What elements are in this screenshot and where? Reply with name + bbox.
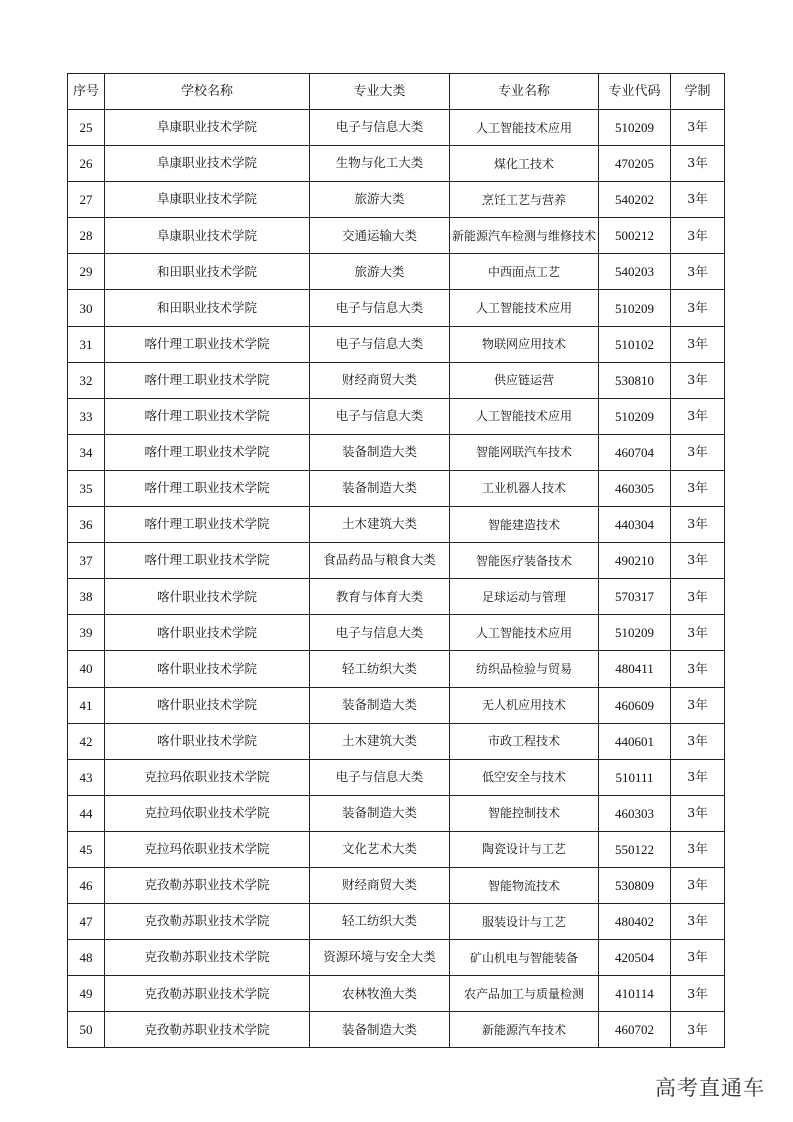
cell-index: 29 xyxy=(68,254,105,290)
cell-major-code: 460303 xyxy=(599,795,671,831)
cell-duration: 3年 xyxy=(671,182,725,218)
cell-major-name: 农产品加工与质量检测 xyxy=(450,976,599,1012)
cell-index: 32 xyxy=(68,362,105,398)
table-row xyxy=(68,795,725,831)
cell-major-code: 510209 xyxy=(599,398,671,434)
cell-school-name: 阜康职业技术学院 xyxy=(105,110,310,146)
cell-index: 50 xyxy=(68,1012,105,1048)
cell-duration: 3年 xyxy=(671,254,725,290)
cell-major-name: 工业机器人技术 xyxy=(450,470,599,506)
cell-major-name: 新能源汽车技术 xyxy=(450,1012,599,1048)
cell-school-name: 喀什职业技术学院 xyxy=(105,651,310,687)
cell-major-category: 装备制造大类 xyxy=(310,434,450,470)
cell-school-name: 喀什理工职业技术学院 xyxy=(105,398,310,434)
cell-major-code: 510209 xyxy=(599,110,671,146)
cell-major-code: 510209 xyxy=(599,615,671,651)
table-row xyxy=(68,579,725,615)
cell-major-name: 智能建造技术 xyxy=(450,507,599,543)
cell-duration: 3年 xyxy=(671,976,725,1012)
table-header-row xyxy=(68,74,725,110)
cell-duration: 3年 xyxy=(671,543,725,579)
cell-school-name: 克孜勒苏职业技术学院 xyxy=(105,867,310,903)
cell-major-category: 生物与化工大类 xyxy=(310,146,450,182)
cell-major-name: 中西面点工艺 xyxy=(450,254,599,290)
cell-index: 49 xyxy=(68,976,105,1012)
cell-duration: 3年 xyxy=(671,110,725,146)
cell-school-name: 喀什理工职业技术学院 xyxy=(105,434,310,470)
cell-index: 26 xyxy=(68,146,105,182)
cell-duration: 3年 xyxy=(671,326,725,362)
cell-major-code: 470205 xyxy=(599,146,671,182)
cell-major-name: 无人机应用技术 xyxy=(450,687,599,723)
cell-index: 40 xyxy=(68,651,105,687)
header-index: 序号 xyxy=(68,74,105,110)
cell-duration: 3年 xyxy=(671,507,725,543)
cell-duration: 3年 xyxy=(671,723,725,759)
cell-major-code: 460305 xyxy=(599,470,671,506)
cell-school-name: 喀什理工职业技术学院 xyxy=(105,362,310,398)
cell-index: 35 xyxy=(68,470,105,506)
cell-major-name: 纺织品检验与贸易 xyxy=(450,651,599,687)
cell-school-name: 阜康职业技术学院 xyxy=(105,182,310,218)
cell-duration: 3年 xyxy=(671,146,725,182)
cell-major-code: 530810 xyxy=(599,362,671,398)
cell-major-category: 财经商贸大类 xyxy=(310,362,450,398)
cell-index: 38 xyxy=(68,579,105,615)
cell-duration: 3年 xyxy=(671,362,725,398)
cell-duration: 3年 xyxy=(671,831,725,867)
table-row xyxy=(68,470,725,506)
cell-index: 30 xyxy=(68,290,105,326)
cell-duration: 3年 xyxy=(671,398,725,434)
cell-school-name: 克孜勒苏职业技术学院 xyxy=(105,940,310,976)
cell-major-name: 智能医疗装备技术 xyxy=(450,543,599,579)
cell-major-name: 人工智能技术应用 xyxy=(450,110,599,146)
cell-school-name: 喀什理工职业技术学院 xyxy=(105,326,310,362)
cell-major-code: 490210 xyxy=(599,543,671,579)
table-row xyxy=(68,759,725,795)
cell-major-category: 交通运输大类 xyxy=(310,218,450,254)
cell-major-category: 电子与信息大类 xyxy=(310,290,450,326)
table-row xyxy=(68,434,725,470)
table-body xyxy=(68,110,725,1048)
cell-major-code: 460704 xyxy=(599,434,671,470)
cell-major-category: 装备制造大类 xyxy=(310,687,450,723)
cell-index: 42 xyxy=(68,723,105,759)
cell-major-category: 教育与体育大类 xyxy=(310,579,450,615)
cell-duration: 3年 xyxy=(671,940,725,976)
cell-index: 27 xyxy=(68,182,105,218)
cell-index: 41 xyxy=(68,687,105,723)
cell-duration: 3年 xyxy=(671,904,725,940)
cell-major-name: 煤化工技术 xyxy=(450,146,599,182)
cell-major-category: 电子与信息大类 xyxy=(310,615,450,651)
cell-index: 43 xyxy=(68,759,105,795)
table-row xyxy=(68,398,725,434)
cell-major-category: 财经商贸大类 xyxy=(310,867,450,903)
cell-index: 36 xyxy=(68,507,105,543)
cell-major-name: 烹饪工艺与营养 xyxy=(450,182,599,218)
header-duration: 学制 xyxy=(671,74,725,110)
cell-major-name: 智能控制技术 xyxy=(450,795,599,831)
cell-school-name: 喀什职业技术学院 xyxy=(105,615,310,651)
cell-index: 28 xyxy=(68,218,105,254)
cell-major-code: 420504 xyxy=(599,940,671,976)
cell-school-name: 克孜勒苏职业技术学院 xyxy=(105,976,310,1012)
cell-major-name: 陶瓷设计与工艺 xyxy=(450,831,599,867)
cell-major-name: 矿山机电与智能装备 xyxy=(450,940,599,976)
table-row xyxy=(68,543,725,579)
cell-index: 47 xyxy=(68,904,105,940)
header-major-name: 专业名称 xyxy=(450,74,599,110)
table-row xyxy=(68,651,725,687)
cell-major-category: 土木建筑大类 xyxy=(310,507,450,543)
cell-major-code: 570317 xyxy=(599,579,671,615)
table-row xyxy=(68,1012,725,1048)
cell-major-name: 新能源汽车检测与维修技术 xyxy=(450,218,599,254)
cell-school-name: 和田职业技术学院 xyxy=(105,290,310,326)
cell-major-category: 资源环境与安全大类 xyxy=(310,940,450,976)
cell-major-category: 旅游大类 xyxy=(310,182,450,218)
cell-duration: 3年 xyxy=(671,687,725,723)
cell-major-name: 低空安全与技术 xyxy=(450,759,599,795)
header-major-category: 专业大类 xyxy=(310,74,450,110)
table-row xyxy=(68,687,725,723)
cell-school-name: 喀什理工职业技术学院 xyxy=(105,543,310,579)
cell-duration: 3年 xyxy=(671,218,725,254)
header-major-code: 专业代码 xyxy=(599,74,671,110)
cell-duration: 3年 xyxy=(671,651,725,687)
cell-major-category: 轻工纺织大类 xyxy=(310,904,450,940)
table-row xyxy=(68,110,725,146)
cell-major-category: 食品药品与粮食大类 xyxy=(310,543,450,579)
table-row xyxy=(68,507,725,543)
cell-major-code: 460609 xyxy=(599,687,671,723)
cell-major-category: 文化艺术大类 xyxy=(310,831,450,867)
cell-major-code: 440601 xyxy=(599,723,671,759)
cell-school-name: 克孜勒苏职业技术学院 xyxy=(105,1012,310,1048)
cell-major-name: 人工智能技术应用 xyxy=(450,615,599,651)
table-row xyxy=(68,976,725,1012)
cell-index: 34 xyxy=(68,434,105,470)
table-row xyxy=(68,290,725,326)
cell-school-name: 克拉玛依职业技术学院 xyxy=(105,795,310,831)
cell-school-name: 克孜勒苏职业技术学院 xyxy=(105,904,310,940)
cell-major-category: 电子与信息大类 xyxy=(310,398,450,434)
cell-school-name: 克拉玛依职业技术学院 xyxy=(105,831,310,867)
cell-index: 45 xyxy=(68,831,105,867)
cell-school-name: 阜康职业技术学院 xyxy=(105,218,310,254)
cell-major-category: 电子与信息大类 xyxy=(310,326,450,362)
cell-major-code: 540203 xyxy=(599,254,671,290)
cell-major-category: 电子与信息大类 xyxy=(310,759,450,795)
cell-major-code: 550122 xyxy=(599,831,671,867)
table-row xyxy=(68,218,725,254)
header-school-name: 学校名称 xyxy=(105,74,310,110)
table-row xyxy=(68,254,725,290)
table-row xyxy=(68,867,725,903)
cell-duration: 3年 xyxy=(671,615,725,651)
cell-major-name: 物联网应用技术 xyxy=(450,326,599,362)
table-row xyxy=(68,831,725,867)
cell-major-category: 装备制造大类 xyxy=(310,1012,450,1048)
cell-school-name: 和田职业技术学院 xyxy=(105,254,310,290)
cell-major-code: 510102 xyxy=(599,326,671,362)
cell-school-name: 克拉玛依职业技术学院 xyxy=(105,759,310,795)
cell-major-name: 足球运动与管理 xyxy=(450,579,599,615)
cell-school-name: 喀什理工职业技术学院 xyxy=(105,507,310,543)
cell-duration: 3年 xyxy=(671,795,725,831)
cell-school-name: 喀什理工职业技术学院 xyxy=(105,470,310,506)
cell-duration: 3年 xyxy=(671,470,725,506)
table-row xyxy=(68,904,725,940)
cell-major-name: 市政工程技术 xyxy=(450,723,599,759)
cell-major-code: 530809 xyxy=(599,867,671,903)
table-row xyxy=(68,146,725,182)
cell-major-code: 540202 xyxy=(599,182,671,218)
table-row xyxy=(68,615,725,651)
cell-index: 33 xyxy=(68,398,105,434)
cell-major-name: 人工智能技术应用 xyxy=(450,398,599,434)
cell-duration: 3年 xyxy=(671,1012,725,1048)
cell-duration: 3年 xyxy=(671,434,725,470)
cell-major-name: 供应链运营 xyxy=(450,362,599,398)
cell-major-code: 510209 xyxy=(599,290,671,326)
cell-duration: 3年 xyxy=(671,290,725,326)
cell-major-code: 410114 xyxy=(599,976,671,1012)
cell-major-category: 农林牧渔大类 xyxy=(310,976,450,1012)
cell-major-category: 装备制造大类 xyxy=(310,470,450,506)
majors-table xyxy=(67,73,725,1048)
cell-major-name: 智能物流技术 xyxy=(450,867,599,903)
cell-major-name: 人工智能技术应用 xyxy=(450,290,599,326)
cell-major-code: 480402 xyxy=(599,904,671,940)
cell-school-name: 阜康职业技术学院 xyxy=(105,146,310,182)
cell-major-category: 旅游大类 xyxy=(310,254,450,290)
cell-major-code: 480411 xyxy=(599,651,671,687)
cell-major-category: 土木建筑大类 xyxy=(310,723,450,759)
cell-major-category: 轻工纺织大类 xyxy=(310,651,450,687)
table-row xyxy=(68,940,725,976)
cell-duration: 3年 xyxy=(671,867,725,903)
cell-index: 25 xyxy=(68,110,105,146)
cell-index: 44 xyxy=(68,795,105,831)
cell-major-code: 440304 xyxy=(599,507,671,543)
cell-school-name: 喀什职业技术学院 xyxy=(105,579,310,615)
cell-school-name: 喀什职业技术学院 xyxy=(105,687,310,723)
watermark-text: 高考直通车 xyxy=(655,1076,765,1100)
table-row xyxy=(68,326,725,362)
cell-duration: 3年 xyxy=(671,579,725,615)
table-row xyxy=(68,362,725,398)
table-row xyxy=(68,182,725,218)
cell-index: 46 xyxy=(68,867,105,903)
cell-index: 37 xyxy=(68,543,105,579)
cell-major-category: 电子与信息大类 xyxy=(310,110,450,146)
cell-school-name: 喀什职业技术学院 xyxy=(105,723,310,759)
cell-duration: 3年 xyxy=(671,759,725,795)
cell-major-name: 智能网联汽车技术 xyxy=(450,434,599,470)
table-row xyxy=(68,723,725,759)
cell-major-name: 服装设计与工艺 xyxy=(450,904,599,940)
cell-index: 31 xyxy=(68,326,105,362)
cell-major-category: 装备制造大类 xyxy=(310,795,450,831)
cell-index: 39 xyxy=(68,615,105,651)
cell-major-code: 510111 xyxy=(599,759,671,795)
cell-major-code: 500212 xyxy=(599,218,671,254)
cell-major-code: 460702 xyxy=(599,1012,671,1048)
cell-index: 48 xyxy=(68,940,105,976)
